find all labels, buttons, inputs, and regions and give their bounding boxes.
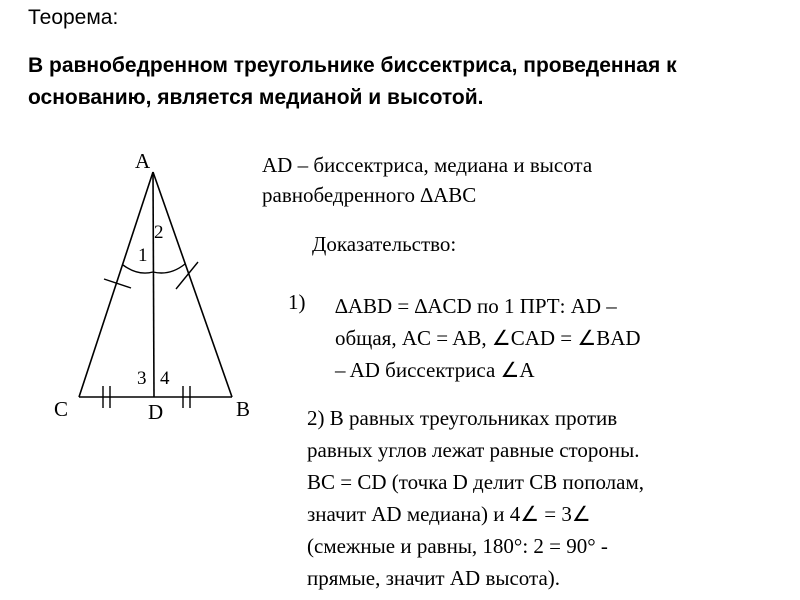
bisector-ad [153,172,154,397]
step2-line-1: 2) В равных треугольниках против [307,406,618,430]
step2-line-3: BC = CD (точка D делит CB пополам, [307,470,645,494]
angle-label-4: 4 [160,368,170,389]
proof-step-1 [335,290,641,386]
step2-line-5: (смежные и равны, 180°: 2 = 90° - [307,534,608,558]
angle-label-1: 1 [138,245,148,266]
point-label-d: D [148,400,164,424]
step1-number: 1) [288,290,306,314]
tick-ab [176,262,198,289]
point-label-c: C [54,397,69,421]
side-ac [79,172,153,397]
ad-description [262,150,592,210]
step1-line-3: – AD биссектриса ∠A [335,358,535,382]
statement-line-1: В равнобедренном треугольнике биссектриса, проведенная к [28,54,677,77]
proof-title: Доказательство: [312,232,457,256]
angle-label-2: 2 [154,222,164,243]
step2-line-2: равных углов лежат равные стороны. [307,438,640,462]
proof-step-2 [307,402,644,594]
theorem-label: Теорема: [28,6,119,29]
step2-line-6: прямые, значит AD высота). [307,566,561,590]
side-ab [153,172,232,397]
angle-arc-1 [123,265,153,273]
step1-line-2: общая, AC = AB, ∠CAD = ∠BAD [335,326,641,350]
angle-label-3: 3 [137,368,147,389]
ad-description-line-1: AD – биссектриса, медиана и высота [262,153,593,177]
statement-line-2: основанию, является медианой и высотой. [28,86,484,109]
ad-description-line-2: равнобедренного ∆ABC [262,183,477,207]
step2-line-4: значит AD медиана) и 4∠ = 3∠ [307,502,591,526]
point-label-a: A [135,149,151,173]
point-label-b: B [236,397,251,421]
angle-arc-2 [153,264,185,273]
step1-line-1: ∆ABD = ∆ACD по 1 ПРТ: AD – [335,294,617,318]
